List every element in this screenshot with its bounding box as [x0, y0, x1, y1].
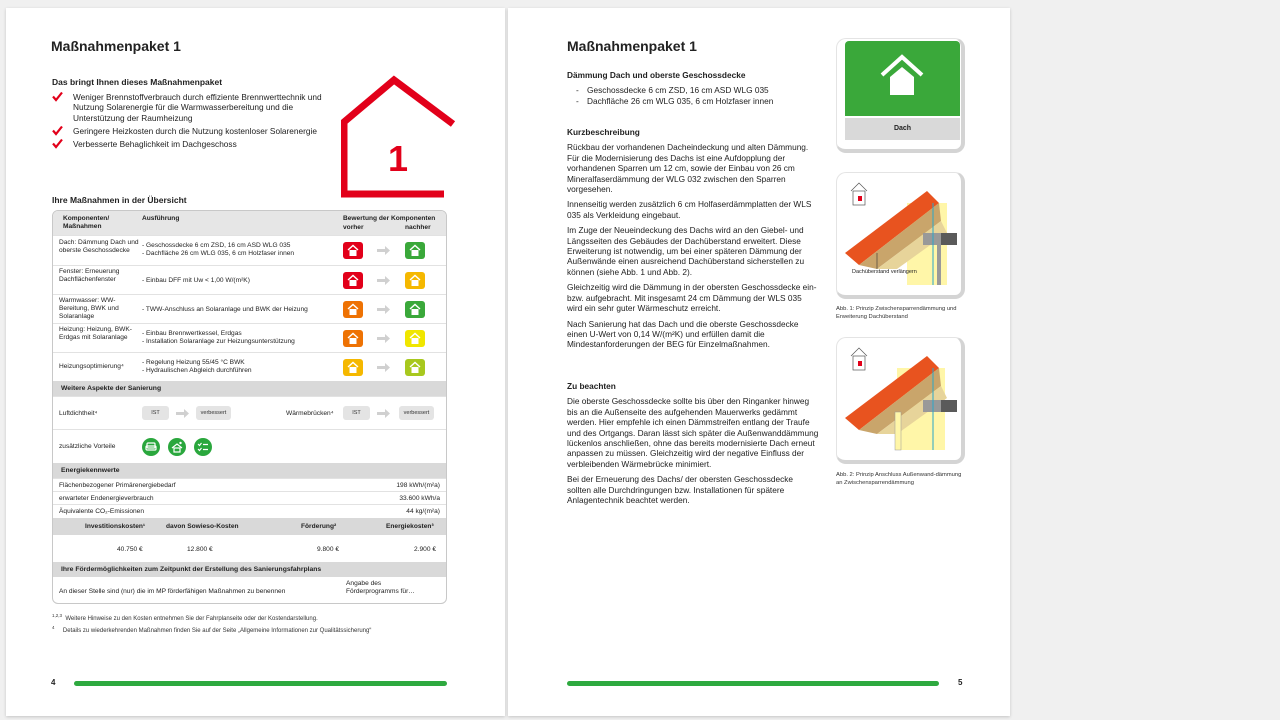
funding-row: An dieser Stelle sind (nur) die im MP förderfähigen Maßnahmen zu benennen Angabe des Förderprogramms für… [59, 580, 415, 595]
improved-badge: verbessert [196, 406, 231, 420]
further-aspects-heading: Weitere Aspekte der Sanierung [53, 381, 446, 396]
house-sun-icon [168, 438, 186, 456]
figure-1 [836, 172, 965, 299]
page-title: Maßnahmenpaket 1 [51, 38, 181, 54]
house-icon [346, 244, 360, 257]
extra-benefits-row: zusätzliche Vorteile [53, 429, 446, 463]
measure-section [567, 70, 819, 106]
airtightness-row: Luftdichtheit⁴ IST verbessert Wärmebrücken⁴ IST verbessert [53, 396, 446, 429]
arrow-right-icon [377, 363, 390, 372]
rating-after [405, 359, 425, 376]
footnote: $^{1,2,3}$ Weitere Hinweise zu den Kosten entnehmen Sie der Fahrplanseite oder der Kostendarstellung. [52, 613, 318, 622]
package-house-icon [341, 74, 456, 198]
svg-text:Dachüberstand verlängern: Dachüberstand verlängern [852, 269, 917, 275]
table-row: Heizung: Heizung, BWK-Erdgas mit Solaranlage - Einbau Brennwertkessel, Erdgas - Installation Solaranlage zur Heizungsunterstützung [53, 323, 446, 352]
measure-item: - Geschossdecke 6 cm ZSD, 16 cm ASD WLG 035 [567, 85, 819, 95]
benefit-item: Weniger Brennstoffverbrauch durch effiziente Brennwerttechnik und Nutzung Solarenergie für die Warmwasserbereitung und die Unterstützung der Raumheizung [52, 92, 342, 123]
right-page [508, 8, 1010, 716]
measure-heading: Dämmung Dach und oberste Geschossdecke [567, 70, 746, 80]
energy-row: Flächenbezogener Primärenergiebedarf 198 kWh/(m²a) [53, 478, 446, 491]
benefit-item: Geringere Heizkosten durch die Nutzung kostenloser Solarenergie [52, 126, 342, 136]
package-number: 1 [387, 138, 409, 179]
measure-item: - Dachfläche 26 cm WLG 035, 6 cm Holzfaser innen [567, 96, 819, 106]
page-number: 4 [51, 678, 56, 687]
rating-before [343, 242, 363, 259]
arrow-right-icon [377, 409, 390, 418]
house-icon [346, 274, 360, 287]
roof-detail-drawing-1 [837, 173, 961, 293]
arrow-right-icon [377, 246, 390, 255]
benefit-item: Verbesserte Behaglichkeit im Dachgeschoss [52, 139, 342, 149]
tile-label: Dach [845, 118, 960, 140]
checkmark-icon [52, 91, 63, 102]
house-icon [346, 332, 360, 345]
figure-1-caption: Abb. 1: Prinzip Zwischensparrendämmung und Erweiterung Dachüberstand [836, 306, 957, 320]
benefits-list [52, 92, 342, 152]
arrow-right-icon [377, 305, 390, 314]
house-icon [408, 244, 422, 257]
improved-badge: verbessert [399, 406, 434, 420]
figure-2 [836, 337, 965, 464]
arrow-right-icon [377, 334, 390, 343]
energy-row: Äquivalente CO₂-Emissionen 44 kg/(m²a) [53, 504, 446, 517]
checkmark-icon [52, 125, 63, 136]
checklist-icon [194, 438, 212, 456]
house-icon [408, 361, 422, 374]
rating-after [405, 301, 425, 318]
footer-bar [567, 681, 939, 686]
category-tile [836, 38, 965, 153]
overview-table [52, 210, 447, 604]
rating-before [343, 272, 363, 289]
armchair-icon [142, 438, 160, 456]
ist-badge: IST [343, 406, 370, 420]
overview-heading: Ihre Maßnahmen in der Übersicht [52, 195, 187, 205]
table-row: Warmwasser: WW-Bereitung, BWK und Solaranlage - TWW-Anschluss an Solaranlage und BWK der Heizung [53, 294, 446, 323]
table-row: Heizungsoptimierung⁴ - Regelung Heizung 55/45 °C BWK - Hydraulischen Abgleich durchführen [53, 352, 446, 381]
house-icon [346, 303, 360, 316]
arrow-right-icon [176, 409, 189, 418]
house-icon [408, 274, 422, 287]
rating-before [343, 301, 363, 318]
cost-values: 40.750 € 12.800 € 9.800 € 2.900 € [117, 546, 436, 553]
funding-heading: Ihre Fördermöglichkeiten zum Zeitpunkt der Erstellung des Sanierungsfahrplans [53, 562, 446, 577]
rating-after [405, 272, 425, 289]
footer-bar [74, 681, 447, 686]
checkmark-icon [52, 138, 63, 149]
short-heading: Kurzbeschreibung [567, 127, 640, 137]
table-row: Dach: Dämmung Dach und oberste Geschossdecke - Geschossdecke 6 cm ZSD, 16 cm ASD WLG 035 - Dachfläche 26 cm WLG 035, 6 cm Holzfaser innen [53, 235, 446, 265]
house-icon [346, 361, 360, 374]
benefits-heading: Das bringt Ihnen dieses Maßnahmenpaket [52, 77, 223, 87]
roof-house-icon [879, 53, 925, 101]
figure-2-caption: Abb. 2: Prinzip Anschluss Außenwand-dämmung an Zwischensparrendämmung [836, 472, 962, 486]
energy-heading: Energiekennwerte [53, 463, 446, 478]
rating-after [405, 242, 425, 259]
table-header: Komponenten/ Maßnahmen Ausführung Bewertung der Komponenten vorher nachher [53, 211, 446, 235]
arrow-right-icon [377, 276, 390, 285]
cost-header: Investitionskosten¹ davon Sowieso-Kosten Förderung² Energiekosten³ [53, 518, 446, 535]
page-title: Maßnahmenpaket 1 [567, 38, 697, 54]
house-icon [408, 303, 422, 316]
rating-before [343, 359, 363, 376]
rating-after [405, 330, 425, 347]
note-heading: Zu beachten [567, 381, 616, 391]
notes-section: Zu beachten Die oberste Geschossdecke sollte bis über den Ringanker hinweg bis an die Außenseite des aufgehenden Mauerwerks gedämmt werden. Hier empfehle ich einen Dämmstreifen entlang der Traufe und des Ortgangs. Daran lässt sich später die Außenwanddämmung lückenlos anschließen, ohne das bereits modernisierte Dach erneut anpassen zu müssen. Gleichzeitig wird der negative Einfluss der verbleibenden Wärmebrücke minimiert. Bei der Erneuerung des Dachs/ der obersten Geschossdecke sollten alle Durchdringungen bzw. Installationen für spätere Anlagentechnik beachtet werden. [567, 381, 819, 506]
short-description: Kurzbeschreibung Rückbau der vorhandenen Dacheindeckung und alten Dämmung. Für die Modernisierung des Dachs ist eine Aufdopplung der vorhandenen Sparren um 12 cm, sowie der Einbau von 26 cm Mineralfaserdämmung der WLG 032 zwischen den Sparren vorgesehen. Innenseitig werden zusätzlich 6 cm Holfaserdämmplatten der WLS 035 als Verkleidung eingebaut. Im Zuge der Neueindeckung des Dachs wird an den Giebel- und Längsseiten des Gebäudes der Dachüberstand erweitert. Diese Erweiterung ist notwendig, um bei einer späteren Dämmung der Außenwände einen ausreichend Dachüberstand sicherstellen zu können (siehe Abb. 1 und Abb. 2). Gleichzeitig wird die Dämmung in der obersten Geschossdecke ein- bzw. aufgebracht. Mit insgesamt 24 cm Dämmung der WLS 035 wird ein sehr guter Wärmeschutz erreicht. Nach Sanierung hat das Dach und die oberste Geschossdecke einen U-Wert von 0,14 W/(m²K) und erfüllen damit die Mindestanforderungen der BEG für Einzelmaßnahmen. [567, 127, 819, 355]
left-page [6, 8, 505, 716]
page-number: 5 [958, 678, 963, 687]
footnote: $^4$ Details zu wiederkehrenden Maßnahmen finden Sie auf der Seite „Allgemeine Informationen zur Qualitätssicherung“ [52, 625, 372, 634]
house-icon [408, 332, 422, 345]
ist-badge: IST [142, 406, 169, 420]
rating-before [343, 330, 363, 347]
roof-detail-drawing-2 [837, 338, 961, 458]
table-row: Fenster: Erneuerung Dachflächenfenster - Einbau DFF mit Uw < 1,00 W/(m²K) [53, 265, 446, 294]
energy-row: erwarteter Endenergieverbrauch 33.600 kWh/a [53, 491, 446, 504]
